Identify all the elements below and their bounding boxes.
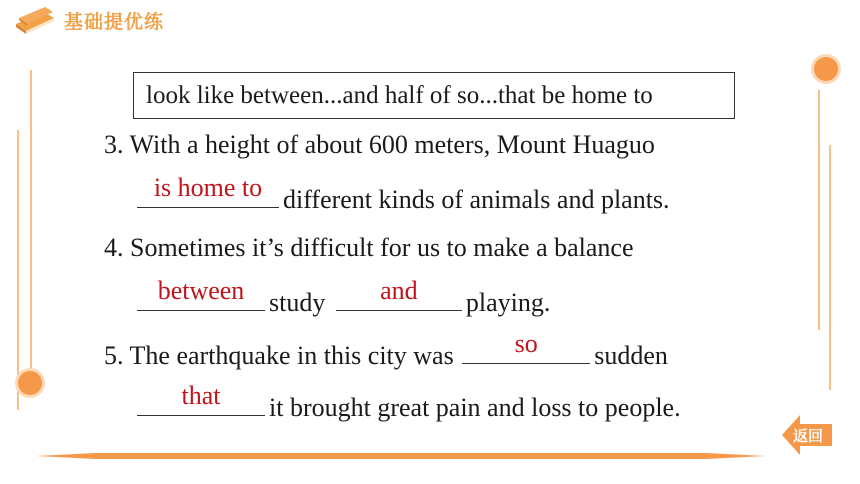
q5-rest: it brought great pain and loss to people.	[269, 393, 681, 422]
deco-dot-left	[18, 371, 42, 395]
right-deco-line-inner	[818, 90, 820, 330]
q5-pre: 5. The earthquake in this city was	[104, 341, 454, 370]
q4-blank2[interactable]	[336, 276, 462, 311]
q5-answer1: so	[514, 329, 538, 358]
book-icon	[14, 4, 56, 36]
right-deco-line-outer	[829, 145, 831, 390]
q4-answer2: and	[380, 276, 418, 305]
q3-line1: 3. With a height of about 600 meters, Mount Huaguo	[104, 130, 655, 159]
q4-line1: 4. Sometimes it’s difficult for us to make a balance	[104, 233, 634, 262]
word-bank-box: look like between...and half of so...that be home to	[133, 72, 735, 119]
q5-post: sudden	[594, 341, 668, 370]
q5-answer2: that	[181, 381, 221, 410]
deco-dot-top-right	[814, 57, 838, 81]
q3-line2	[137, 173, 670, 215]
q5-blank2[interactable]	[137, 381, 265, 416]
q5-line2	[137, 381, 681, 423]
q3-rest: different kinds of animals and plants.	[283, 185, 670, 214]
q3-blank[interactable]	[137, 173, 279, 208]
q5-line1	[104, 329, 668, 371]
q4-line2	[137, 276, 551, 318]
q4-rest: playing.	[465, 288, 551, 317]
back-label: 返回	[792, 427, 824, 445]
left-deco-line-outer	[17, 130, 19, 410]
back-button[interactable]	[780, 412, 834, 458]
q3-answer: is home to	[153, 173, 263, 202]
back-arrow-icon	[780, 412, 834, 458]
q4-mid: study	[269, 288, 326, 317]
bottom-deco-line	[36, 452, 766, 460]
q4-blank1[interactable]	[137, 276, 265, 311]
q4-answer1: between	[157, 276, 245, 305]
q5-blank1[interactable]	[462, 329, 590, 364]
left-deco-line-inner	[30, 70, 32, 380]
header	[0, 0, 300, 40]
section-title: 基础提优练	[64, 11, 165, 33]
